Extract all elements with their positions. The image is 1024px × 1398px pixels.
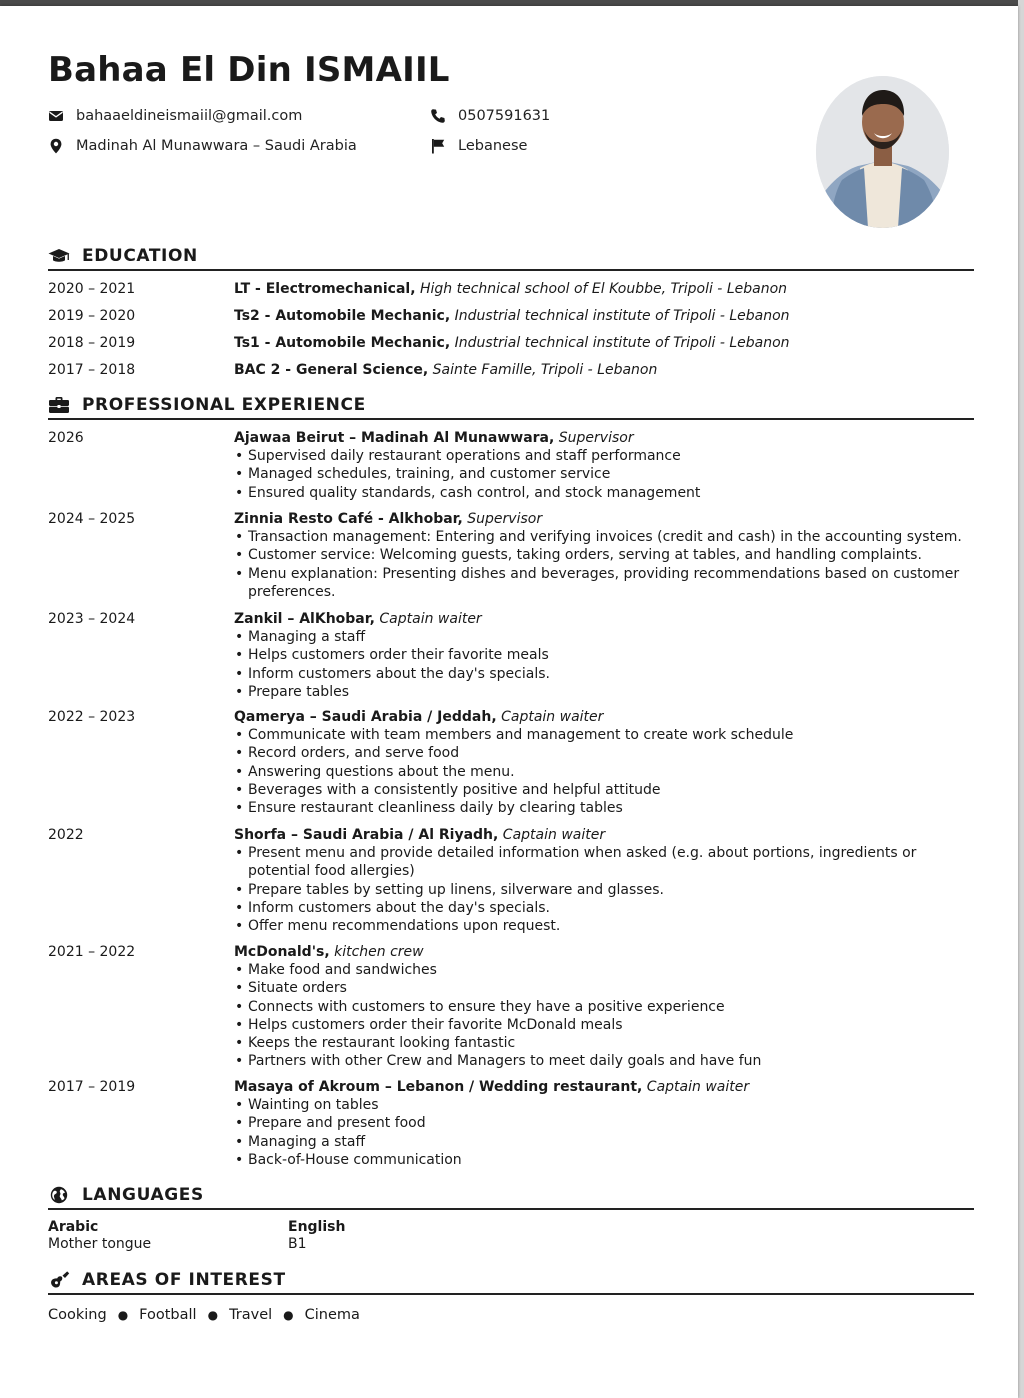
education-date: 2018 – 2019 — [48, 335, 136, 351]
email-text: bahaaeldineismaiil@gmail.com — [76, 108, 303, 124]
experience-title: PROFESSIONAL EXPERIENCE — [82, 395, 366, 415]
education-date: 2020 – 2021 — [48, 281, 136, 297]
experience-bullet: • Answering questions about the menu. — [234, 763, 974, 781]
language-level: B1 — [288, 1236, 307, 1252]
language-item — [288, 1219, 345, 1253]
experience-bullet: • Helps customers order their favorite meals — [234, 646, 974, 664]
experience-employer: Masaya of Akroum – Lebanon / Wedding restaurant, — [234, 1079, 643, 1095]
experience-employer: McDonald's, — [234, 944, 330, 960]
experience-bullet: • Menu explanation: Presenting dishes and beverages, providing recommendations based on customer preferences. — [234, 565, 974, 601]
experience-employer: Qamerya – Saudi Arabia / Jeddah, — [234, 709, 497, 725]
section-education-header — [48, 243, 974, 271]
experience-role: kitchen crew — [334, 944, 424, 960]
briefcase-icon — [48, 396, 70, 414]
envelope-icon — [48, 108, 64, 124]
experience-date: 2022 — [48, 827, 84, 843]
experience-bullet: • Helps customers order their favorite McDonald meals — [234, 1016, 974, 1034]
guitar-icon — [48, 1271, 70, 1289]
language-name: English — [288, 1219, 346, 1235]
section-experience-header — [48, 392, 974, 420]
experience-bullet: • Managing a staff — [234, 628, 974, 646]
experience-role: Captain waiter — [501, 709, 604, 725]
experience-employer: Shorfa – Saudi Arabia / Al Riyadh, — [234, 827, 499, 843]
location-pin-icon — [48, 138, 64, 154]
interest-item: Travel — [229, 1307, 273, 1323]
education-date: 2017 – 2018 — [48, 362, 136, 378]
experience-employer: Zinnia Resto Café - Alkhobar, — [234, 511, 463, 527]
experience-bullet: • Beverages with a consistently positive and helpful attitude — [234, 781, 974, 799]
experience-bullet: • Ensured quality standards, cash control, and stock management — [234, 484, 974, 502]
education-date: 2019 – 2020 — [48, 308, 136, 324]
languages-title: LANGUAGES — [82, 1185, 204, 1205]
experience-bullet: • Prepare tables — [234, 683, 974, 701]
education-degree: Ts2 - Automobile Mechanic, — [234, 308, 451, 324]
flag-icon — [430, 138, 446, 154]
education-school: Sainte Famille, Tripoli - Lebanon — [432, 362, 658, 378]
experience-role: Captain waiter — [379, 611, 482, 627]
scroll-gutter — [1018, 0, 1024, 1398]
experience-bullet: • Wainting on tables — [234, 1096, 974, 1114]
experience-date: 2024 – 2025 — [48, 511, 136, 527]
profile-photo — [816, 76, 949, 228]
section-languages-header — [48, 1182, 974, 1210]
separator-dot-icon: ● — [207, 1308, 219, 1322]
experience-bullet: • Back-of-House communication — [234, 1151, 974, 1169]
resume-page — [0, 6, 1018, 1398]
candidate-name: Bahaa El Din ISMAIIL — [48, 50, 450, 90]
location-text: Madinah Al Munawwara – Saudi Arabia — [76, 138, 357, 154]
experience-date: 2026 — [48, 430, 84, 446]
experience-bullet: • Prepare tables by setting up linens, silverware and glasses. — [234, 881, 974, 899]
experience-bullet: • Transaction management: Entering and verifying invoices (credit and cash) in the accounting system. — [234, 528, 974, 546]
globe-icon — [48, 1186, 70, 1204]
phone-icon — [430, 108, 446, 124]
education-school: Industrial technical institute of Tripoli - Lebanon — [454, 335, 790, 351]
education-degree: LT - Electromechanical, — [234, 281, 416, 297]
phone-contact[interactable] — [430, 108, 550, 124]
education-title: EDUCATION — [82, 246, 198, 266]
experience-date: 2023 – 2024 — [48, 611, 136, 627]
interest-item: Cooking — [48, 1307, 107, 1323]
experience-bullet: • Prepare and present food — [234, 1114, 974, 1132]
experience-role: Captain waiter — [646, 1079, 750, 1095]
interests-list — [48, 1307, 360, 1323]
experience-date: 2017 – 2019 — [48, 1079, 136, 1095]
language-name: Arabic — [48, 1219, 99, 1235]
nationality-contact — [430, 138, 527, 154]
experience-bullet: • Offer menu recommendations upon request. — [234, 917, 974, 935]
experience-bullet: • Present menu and provide detailed information when asked (e.g. about portions, ingredients or potential food allergies) — [234, 844, 974, 880]
experience-bullet: • Make food and sandwiches — [234, 961, 974, 979]
email-contact[interactable] — [48, 108, 302, 124]
experience-role: Supervisor — [558, 430, 634, 446]
education-degree: Ts1 - Automobile Mechanic, — [234, 335, 451, 351]
experience-role: Supervisor — [467, 511, 543, 527]
education-degree: BAC 2 - General Science, — [234, 362, 429, 378]
education-school: High technical school of El Koubbe, Tripoli - Lebanon — [419, 281, 788, 297]
experience-date: 2021 – 2022 — [48, 944, 136, 960]
experience-employer: Zankil – AlKhobar, — [234, 611, 375, 627]
location-contact — [48, 138, 357, 154]
interests-title: AREAS OF INTEREST — [82, 1270, 286, 1290]
interest-item: Cinema — [304, 1307, 360, 1323]
language-item — [48, 1219, 151, 1253]
experience-bullet: • Partners with other Crew and Managers to meet daily goals and have fun — [234, 1052, 974, 1070]
phone-text: 0507591631 — [458, 108, 551, 124]
interest-item: Football — [139, 1307, 197, 1323]
experience-bullet: • Inform customers about the day's specials. — [234, 899, 974, 917]
experience-bullet: • Customer service: Welcoming guests, taking orders, serving at tables, and handling complaints. — [234, 546, 974, 564]
separator-dot-icon: ● — [117, 1308, 129, 1322]
experience-bullet: • Record orders, and serve food — [234, 744, 974, 762]
language-level: Mother tongue — [48, 1236, 152, 1252]
experience-bullet: • Situate orders — [234, 979, 974, 997]
experience-role: Captain waiter — [502, 827, 606, 843]
experience-bullet: • Managing a staff — [234, 1133, 974, 1151]
experience-bullet: • Keeps the restaurant looking fantastic — [234, 1034, 974, 1052]
experience-bullet: • Connects with customers to ensure they have a positive experience — [234, 998, 974, 1016]
experience-bullet: • Inform customers about the day's specials. — [234, 665, 974, 683]
experience-bullet: • Ensure restaurant cleanliness daily by clearing tables — [234, 799, 974, 817]
education-school: Industrial technical institute of Tripoli - Lebanon — [454, 308, 790, 324]
graduation-cap-icon — [48, 247, 70, 265]
experience-date: 2022 – 2023 — [48, 709, 136, 725]
nationality-text: Lebanese — [458, 138, 528, 154]
section-interests-header — [48, 1267, 974, 1295]
experience-employer: Ajawaa Beirut – Madinah Al Munawwara, — [234, 430, 555, 446]
experience-bullet: • Supervised daily restaurant operations and staff performance — [234, 447, 974, 465]
separator-dot-icon: ● — [283, 1308, 294, 1322]
experience-bullet: • Managed schedules, training, and customer service — [234, 465, 974, 483]
experience-bullet: • Communicate with team members and management to create work schedule — [234, 726, 974, 744]
